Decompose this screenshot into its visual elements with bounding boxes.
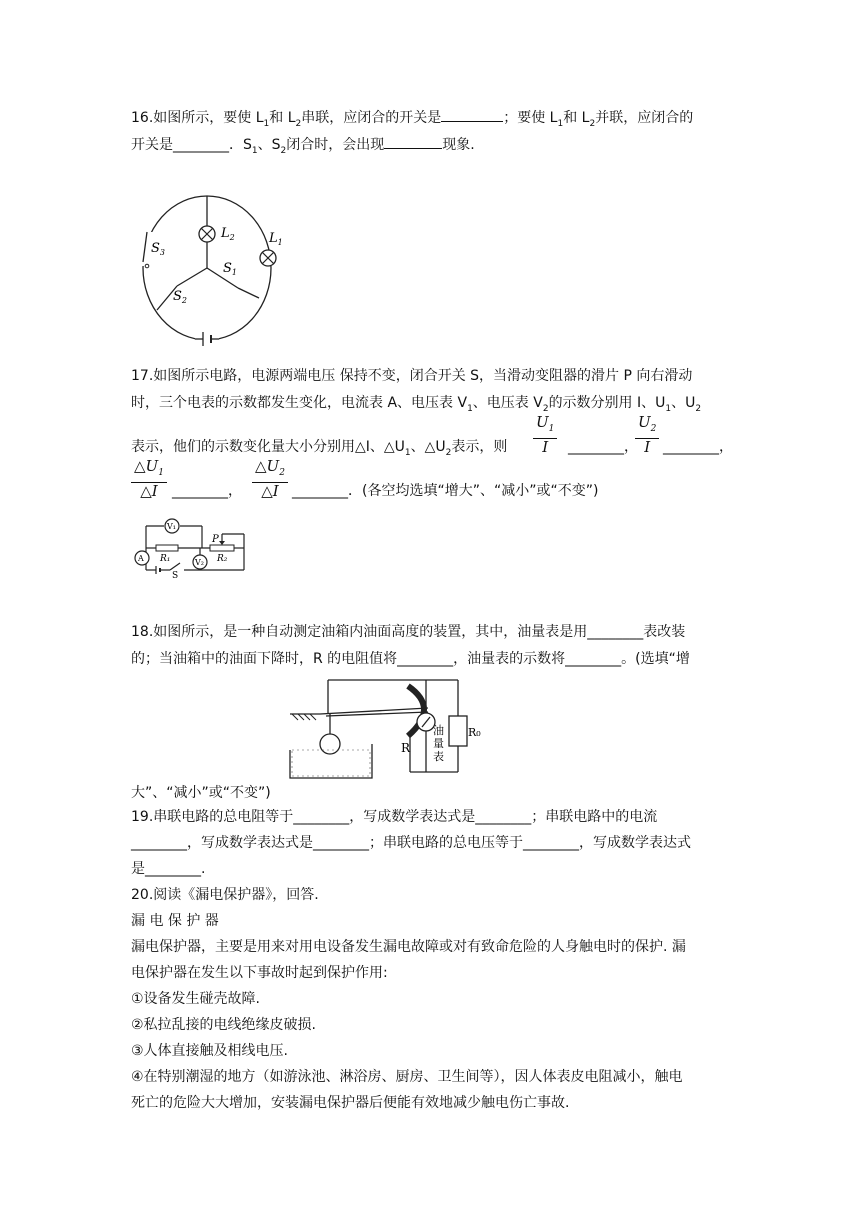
q16-blank-1[interactable]	[441, 107, 503, 122]
q17-blank-1[interactable]: ________，	[568, 439, 638, 455]
label-r1: R₁	[160, 554, 171, 564]
q17-blank-2[interactable]: ________，	[663, 439, 733, 455]
label-r0: R₀	[468, 726, 481, 739]
label-r: R	[401, 741, 411, 755]
q17-line3: 表示，他们的示数变化量大小分别用△I、$\triangle U_1$、$\triangle U_2$表示，则	[131, 439, 508, 458]
label-l1: $L_1$	[269, 231, 283, 247]
label-s2: $S_2$	[173, 289, 187, 305]
q17-line1: 17.如图所示电路，电源两端电压 保持不变，闭合开关 S，当滑动变阻器的滑片 P 向右滑动	[131, 368, 693, 384]
q18-line3: 大”、“减小”或“不变”)	[131, 785, 271, 801]
q17-frac-du2-di: $\frac{\triangle U_2}{\triangle I}$	[252, 458, 288, 500]
q19-line1: 19.串联电路的总电阻等于________，写成数学表达式是________；串联电路中的电流	[131, 809, 658, 825]
q20-item1: ①设备发生碰壳故障.	[131, 991, 261, 1007]
q18-line2: 的；当油箱中的油面下降时，R 的电阻值将________，油量表的示数将________。(选填“增	[131, 651, 690, 667]
q16-circuit-figure	[135, 190, 283, 350]
label-p: P	[212, 534, 219, 545]
label-a: A	[138, 554, 144, 563]
meter-char-2: 量	[433, 737, 444, 750]
label-v2: V₂	[195, 558, 204, 567]
q20-item2: ②私拉乱接的电线绝缘皮破损.	[131, 1017, 317, 1033]
q18-line1: 18.如图所示，是一种自动测定油箱内油面高度的装置，其中，油量表是用________表改装	[131, 624, 686, 640]
q20-para1b: 电保护器在发生以下事故时起到保护作用:	[131, 965, 388, 981]
meter-char-3: 表	[433, 750, 444, 763]
q16-blank-3[interactable]	[384, 134, 442, 149]
q17-circuit-figure	[132, 514, 250, 581]
q20-item3: ③人体直接触及相线电压.	[131, 1043, 289, 1059]
q20-item4b: 死亡的危险大大增加，安装漏电保护器后便能有效地减少触电伤亡事故.	[131, 1095, 570, 1111]
label-r2: R₂	[217, 554, 228, 564]
q20-article-title: 漏 电 保 护 器	[131, 913, 219, 929]
q20-para1a: 漏电保护器，主要是用来对用电设备发生漏电故障或对有致命危险的人身触电时的保护. 漏	[131, 939, 686, 955]
q18-oil-gauge-figure	[290, 676, 490, 780]
label-s: S	[172, 571, 179, 581]
meter-char-1: 油	[433, 724, 444, 737]
label-s3: $S_3$	[151, 241, 165, 257]
label-v1: V₁	[167, 522, 176, 531]
q17-blank-3[interactable]: ________，	[172, 483, 242, 499]
label-l2: $L_2$	[221, 226, 235, 242]
q16-line1: 16.如图所示，要使 $L_1$和 $L_2$串联，应闭合的开关是 ；要使 $L_1$和 $L_2$并联，应闭合的	[131, 107, 693, 134]
q17-frac-du1-di: $\frac{\triangle U_1}{\triangle I}$	[131, 458, 167, 500]
q20-line1: 20.阅读《漏电保护器》，回答.	[131, 887, 319, 903]
q20-item4a: ④在特别潮湿的地方（如游泳池、淋浴房、厨房、卫生间等），因人体表皮电阻减小，触电	[131, 1069, 683, 1085]
q17-frac-u2-i: $\frac{U_2}{I}$	[635, 414, 659, 456]
q16-line2: 开关是________．$S_1$、$S_2$闭合时，会出现 现象.	[131, 134, 475, 161]
q17-blank-4[interactable]: ________．(各空均选填“增大”、“减小”或“不变”)	[292, 483, 599, 499]
q17-line2: 时，三个电表的示数都发生变化，电流表 A、电压表 $V_1$、电压表 $V_2$的示数分别用 I、$U_1$、$U_2$	[131, 395, 702, 414]
q19-line3: 是________.	[131, 861, 206, 877]
label-s1: $S_1$	[223, 261, 237, 277]
q19-line2: ________，写成数学表达式是________；串联电路的总电压等于________，写成数学表达式	[131, 835, 691, 851]
q17-frac-u1-i: $\frac{U_1}{I}$	[533, 414, 557, 456]
